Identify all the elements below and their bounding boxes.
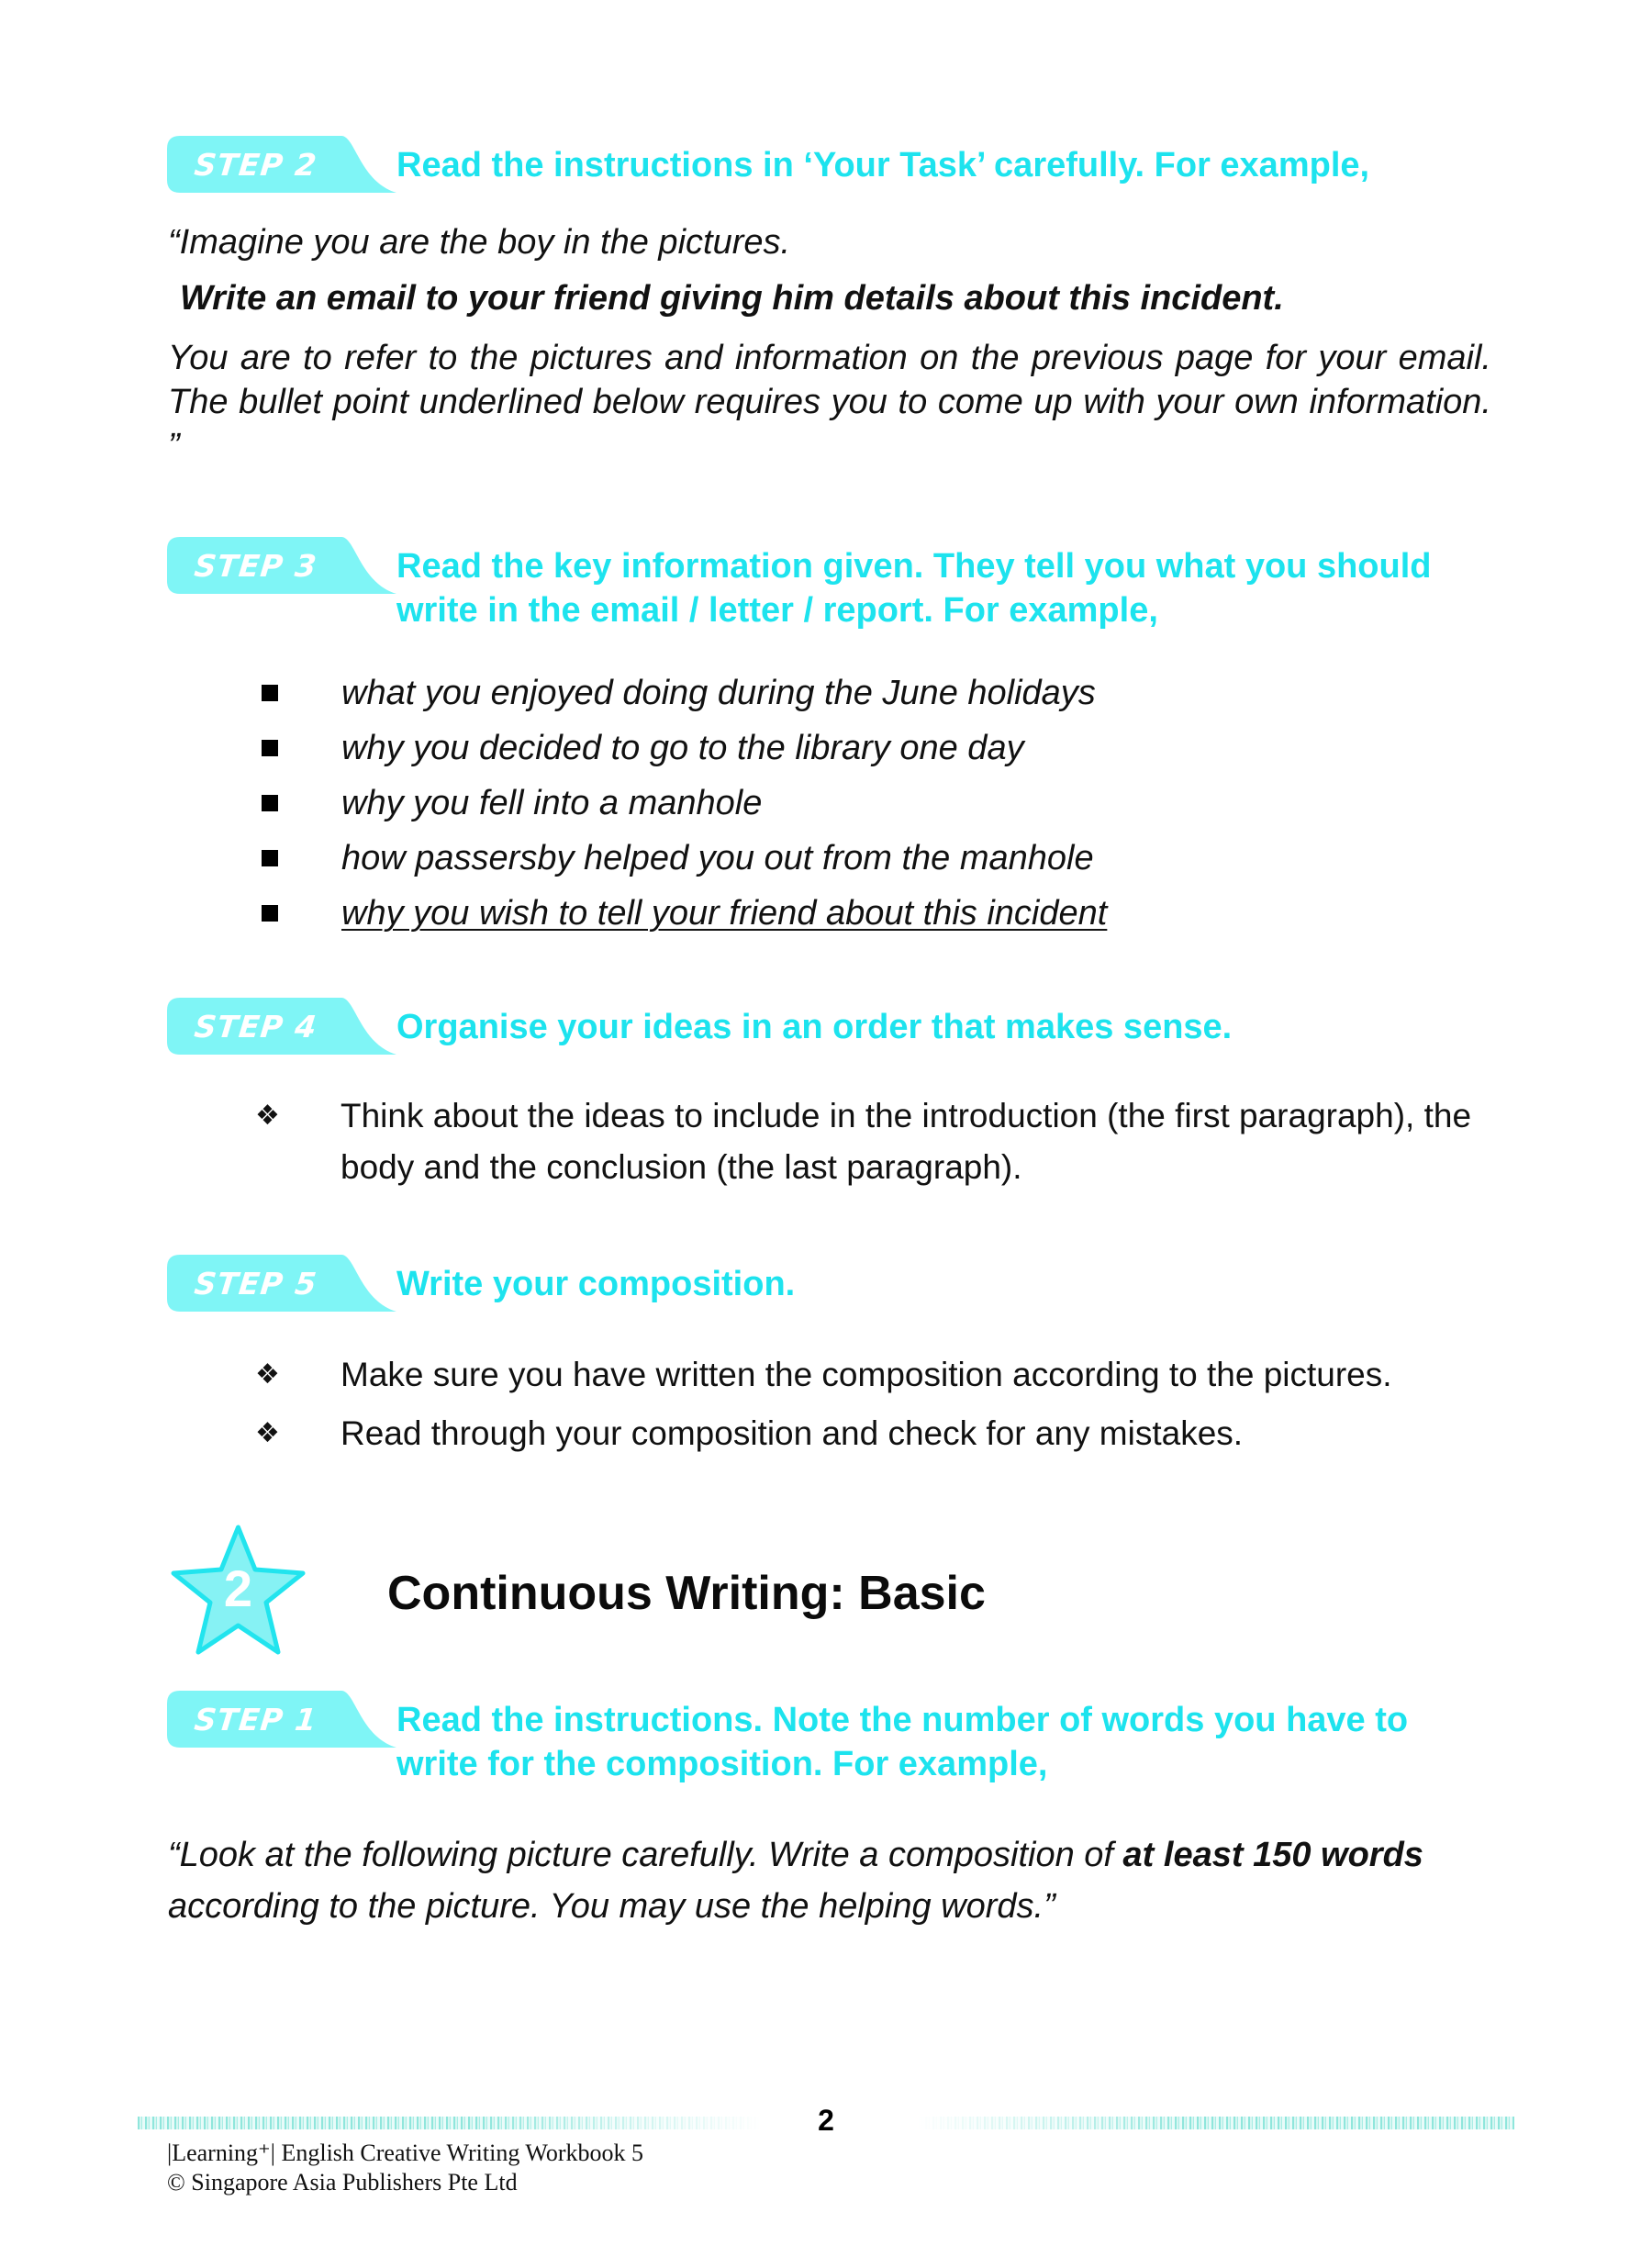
list-item-text: Make sure you have written the composition according to the pictures. (340, 1356, 1392, 1393)
list-item-text: Read through your composition and check for any mistakes. (340, 1414, 1244, 1452)
list-item-text: how passersby helped you out from the manhole (341, 839, 1094, 877)
copyright: © Singapore Asia Publishers Pte Ltd (167, 2169, 518, 2196)
step-badge (167, 1691, 396, 1748)
step-badge-label: STEP 1 (192, 1702, 319, 1737)
list-item (255, 1349, 1503, 1401)
list-item (262, 665, 1455, 721)
section-number: 2 (223, 1559, 253, 1617)
step-badge (167, 998, 396, 1055)
list-item (262, 831, 1455, 886)
step-badge (167, 537, 396, 594)
list-item (262, 776, 1455, 831)
list-item-text: why you fell into a manhole (341, 784, 763, 822)
quote-line-1: “Imagine you are the boy in the pictures. (168, 223, 791, 262)
list-item-text-underlined: why you wish to tell your friend about this incident (341, 894, 1108, 933)
diamond-bullet-icon: ❖ (255, 1100, 280, 1132)
step-badge-label: STEP 2 (192, 147, 319, 183)
diamond-bullet-icon: ❖ (255, 1417, 280, 1449)
organise-list (255, 1090, 1503, 1193)
square-bullet-icon (262, 905, 278, 922)
quote-line-2: Write an email to your friend giving him details about this incident. (180, 279, 1284, 318)
list-item-text: why you decided to go to the library one day (341, 729, 1024, 767)
key-info-list (262, 665, 1455, 941)
step-heading: Write your composition. (396, 1265, 796, 1303)
list-item-text: what you enjoyed doing during the June holidays (341, 674, 1096, 712)
step-badge (167, 136, 396, 193)
step-heading: Read the instructions. Note the number of words you have to write for the composition. For example, (396, 1701, 1409, 1783)
composition-instruction (168, 1829, 1491, 1932)
instruction-text: “Look at the following picture carefully. Write a composition of (168, 1836, 1123, 1874)
step-badge-label: STEP 3 (192, 548, 319, 584)
write-list (255, 1349, 1503, 1459)
square-bullet-icon (262, 795, 278, 811)
footer-decor-bar-right (918, 2117, 1514, 2129)
word-count-emphasis: at least 150 words (1122, 1836, 1423, 1874)
square-bullet-icon (262, 685, 278, 701)
step-heading: Read the key information given. They tell you what you should write in the email / letter / report. For example, (396, 547, 1432, 630)
step-badge-label: STEP 5 (192, 1266, 319, 1302)
list-item-text: Think about the ideas to include in the introduction (the first paragraph), the body and the conclusion (the last paragraph). (340, 1097, 1472, 1186)
list-item (262, 886, 1455, 941)
list-item (255, 1408, 1503, 1459)
list-item (255, 1090, 1503, 1193)
diamond-bullet-icon: ❖ (255, 1358, 280, 1391)
star-icon (167, 1522, 309, 1659)
quote-line-3: You are to refer to the pictures and information on the previous page for your email. The bullet point underlined below requires you to come up with your own information. ” (168, 339, 1491, 465)
section-2-header (167, 1522, 1268, 1659)
page-number: 2 (818, 2104, 834, 2137)
book-title: |Learning⁺| English Creative Writing Workbook 5 (167, 2140, 643, 2166)
footer-credits (167, 2139, 643, 2197)
instruction-text: according to the picture. You may use the helping words.” (168, 1887, 1055, 1926)
footer-decor-bar-left (138, 2117, 762, 2129)
section-title: Continuous Writing: Basic (387, 1567, 986, 1620)
list-item (262, 721, 1455, 776)
step-heading: Organise your ideas in an order that makes sense. (396, 1008, 1233, 1046)
step-badge-label: STEP 4 (192, 1009, 319, 1045)
square-bullet-icon (262, 850, 278, 866)
square-bullet-icon (262, 740, 278, 756)
step-heading: Read the instructions in ‘Your Task’ carefully. For example, (396, 146, 1370, 184)
step-badge (167, 1255, 396, 1312)
